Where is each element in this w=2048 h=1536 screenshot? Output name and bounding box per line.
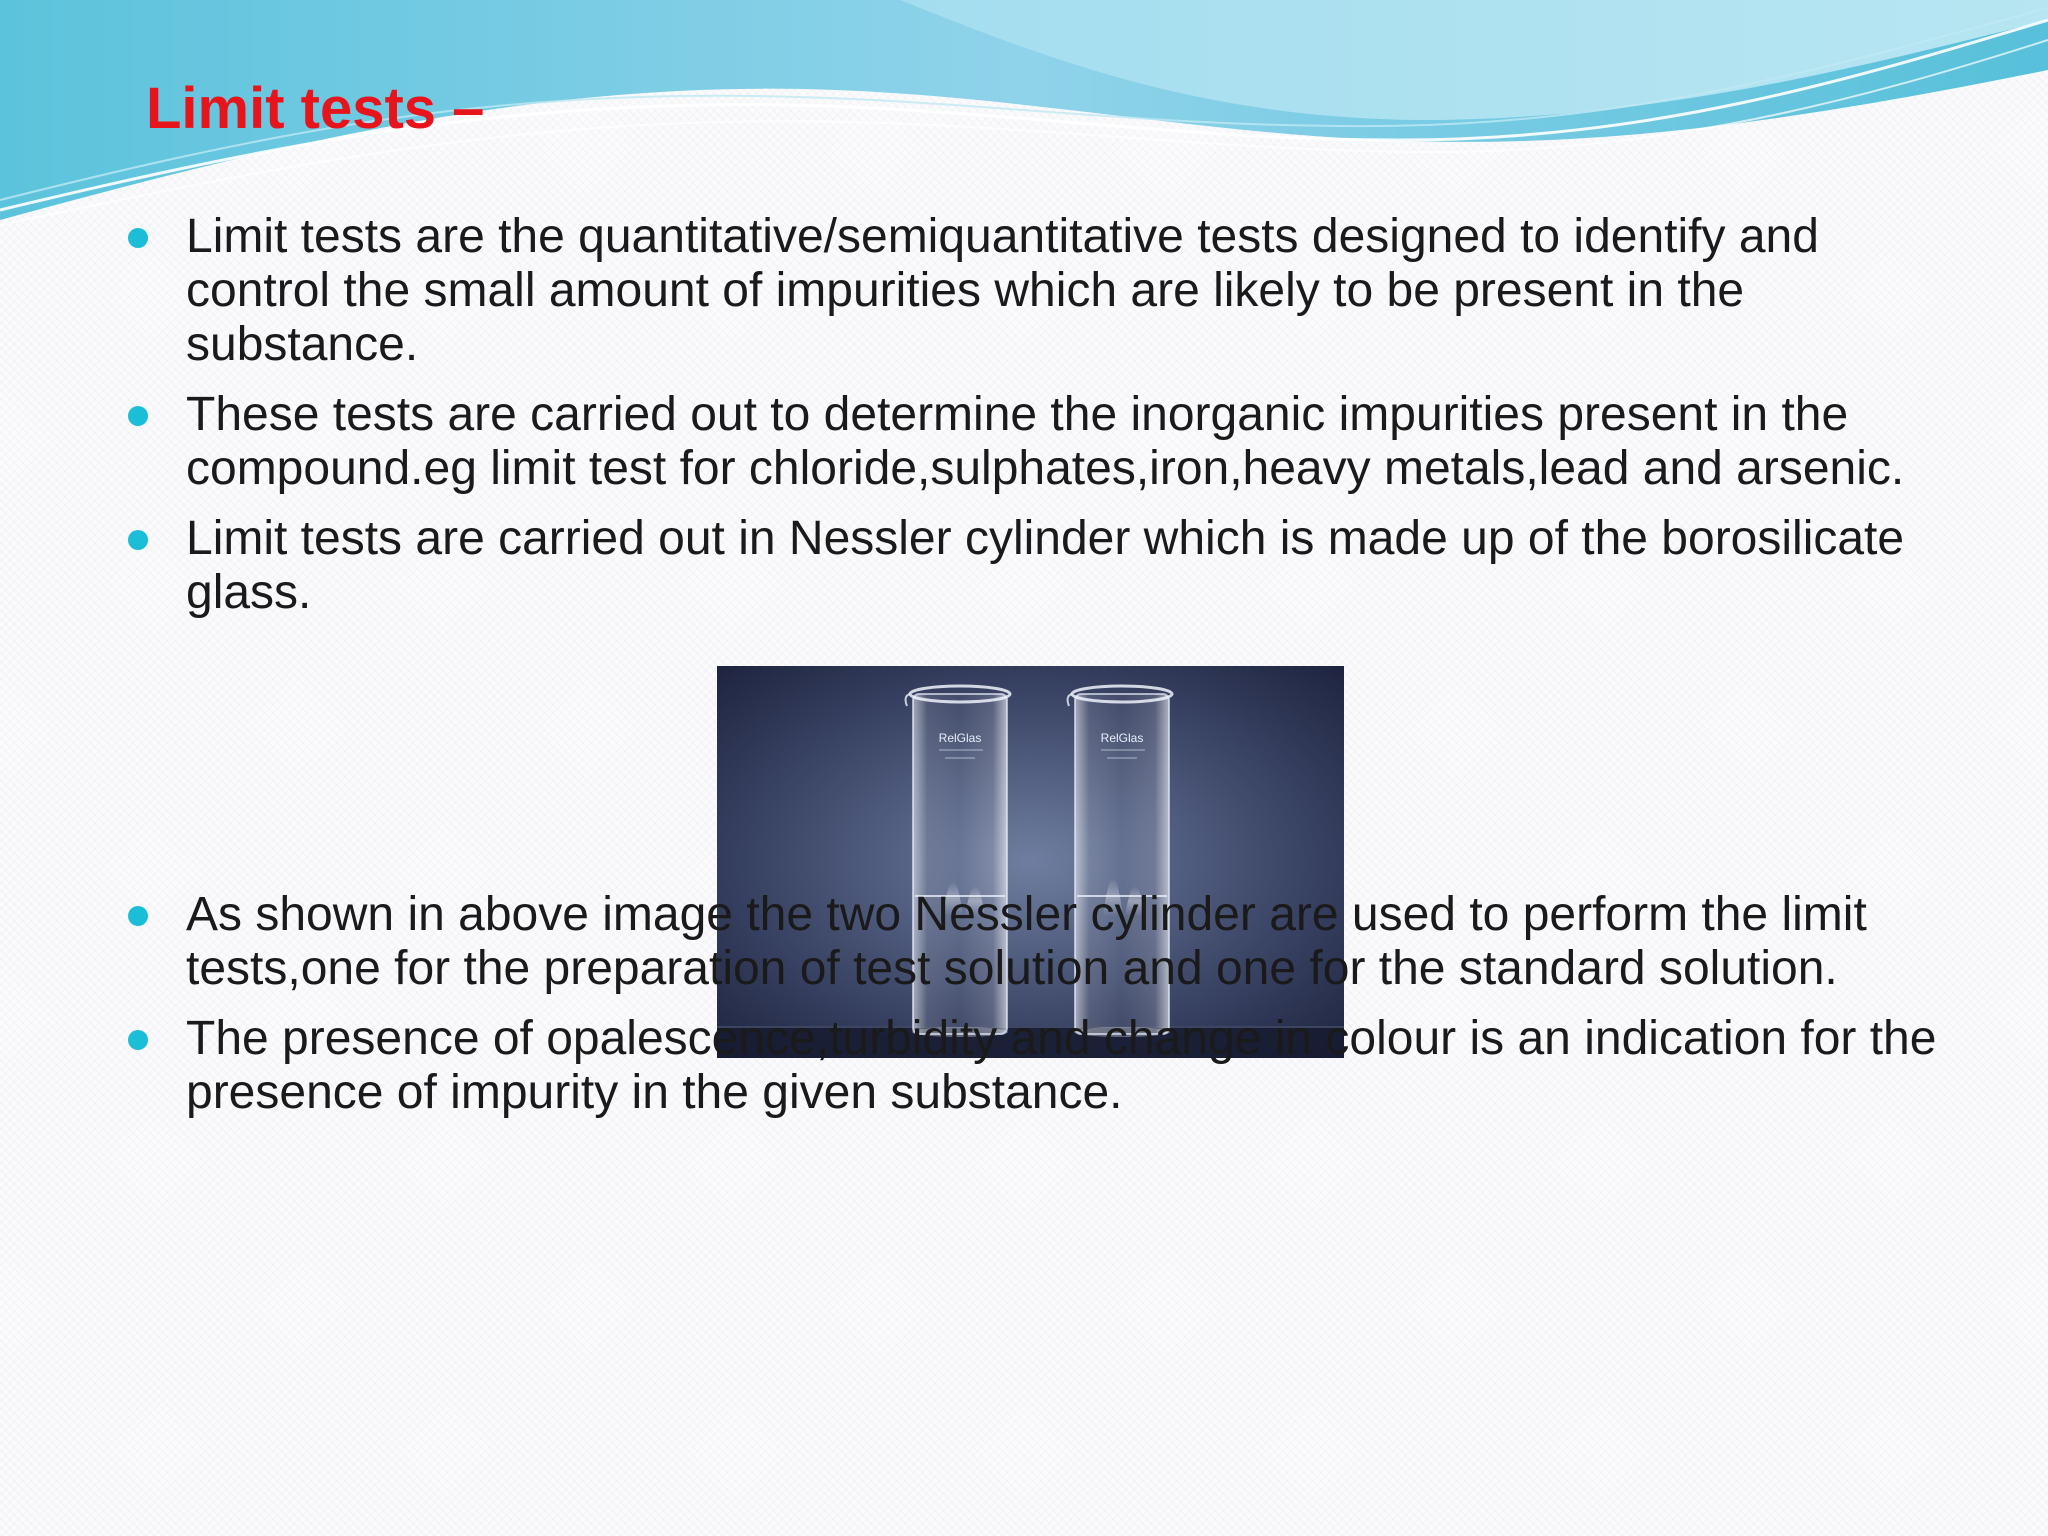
bullet-text: The presence of opalescence,turbidity and change in colour is an indication for the presence of impurity in the given substance. (186, 1012, 1937, 1119)
list-item (120, 210, 1940, 372)
list-item (120, 1012, 1940, 1120)
list-item (120, 888, 1940, 996)
cylinder-label-right: RelGlas (1100, 731, 1144, 745)
list-item (120, 512, 1940, 620)
bullet-icon (128, 1030, 148, 1050)
bullet-text: These tests are carried out to determine the inorganic impurities present in the compound.eg limit test for chloride,sulphates,iron,heavy metals,lead and arsenic. (186, 388, 1905, 495)
bullet-text: Limit tests are carried out in Nessler cylinder which is made up of the borosilicate glass. (186, 512, 1905, 619)
cylinder-label-left: RelGlas (938, 731, 982, 745)
bullet-icon (128, 406, 148, 426)
bullet-text: As shown in above image the two Nessler cylinder are used to perform the limit tests,one for the preparation of test solution and one for the standard solution. (186, 888, 1867, 995)
bullet-list-bottom (120, 888, 1940, 1136)
bullet-icon (128, 530, 148, 550)
bullet-icon (128, 906, 148, 926)
bullet-text: Limit tests are the quantitative/semiquantitative tests designed to identify and control the small amount of impurities which are likely to be present in the substance. (186, 210, 1819, 371)
list-item (120, 388, 1940, 496)
bullet-icon (128, 228, 148, 248)
bullet-list-top (120, 210, 1940, 636)
slide-title: Limit tests – (146, 76, 485, 141)
